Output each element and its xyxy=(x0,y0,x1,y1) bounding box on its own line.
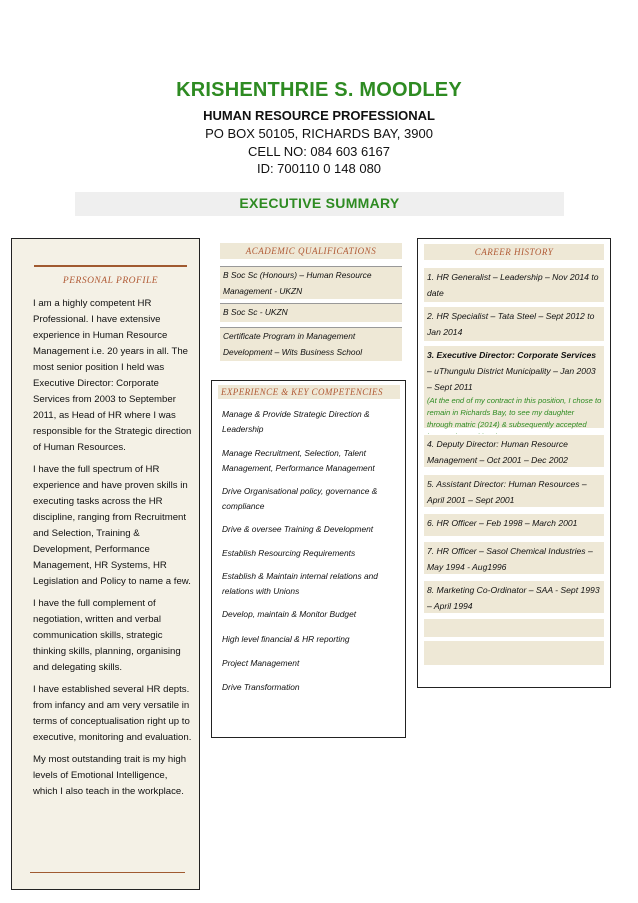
competency-item: Manage Recruitment, Selection, Talent Management, Performance Management xyxy=(222,448,375,473)
candidate-name: KRISHENTHRIE S. MOODLEY xyxy=(176,79,462,101)
academic-item: B Soc Sc (Honours) – Human Resource Management - UKZN xyxy=(220,266,402,299)
competency-item: Manage & Provide Strategic Direction & Leadership xyxy=(222,409,370,434)
career-item: 7. HR Officer – Sasol Chemical Industries – May 1994 - Aug1996 xyxy=(424,541,604,574)
career-item-details: – uThungulu District Municipality – Jan 2003 – Sept 2011 xyxy=(427,366,596,392)
career-title: CAREER HISTORY xyxy=(424,244,604,260)
competency-item: Develop, maintain & Monitor Budget xyxy=(222,609,357,619)
competency-item: Establish & Maintain internal relations and relations with Unions xyxy=(222,571,378,596)
profile-paragraph: I have established several HR depts. from infancy and am very versatile in terms of conceptualisation right up to executive, monitoring and evaluation. xyxy=(33,684,192,743)
career-item: 8. Marketing Co-Ordinator – SAA - Sept 1993 – April 1994 xyxy=(424,580,604,613)
career-empty-row xyxy=(424,618,604,637)
profile-paragraph: I have the full spectrum of HR experience and have proven skills in executing tasks across the HR discipline, ranging from Recruitment and Selection, Training & Development, Performance Management, HR Systems, HR Legislation and Policy to name a few. xyxy=(33,464,191,587)
id-number: ID: 700110 0 148 080 xyxy=(256,161,382,176)
section-title: EXECUTIVE SUMMARY xyxy=(239,195,400,211)
cell-number: CELL NO: 084 603 6167 xyxy=(248,144,390,159)
academic-item: Certificate Program in Management Development – Wits Business School xyxy=(220,327,402,361)
profile-divider-top xyxy=(34,265,187,267)
competency-item: Drive Organisational policy, governance & compliance xyxy=(222,486,378,511)
career-item-role: 3. Executive Director: Corporate Services xyxy=(427,350,597,360)
profile-divider-bottom xyxy=(30,872,185,873)
career-item-note: (At the end of my contract in this position, I chose to remain in Richards Bay, to see my daughter through matric (2014) & subsequently accepted xyxy=(427,396,602,429)
competency-item: Drive Transformation xyxy=(222,682,300,692)
profile-paragraph: I have the full complement of negotiation, written and verbal communication skills, strategic thinking skills, planning, organising and delegating skills. xyxy=(33,598,181,673)
competency-item: Drive & oversee Training & Development xyxy=(222,524,374,534)
career-item: 4. Deputy Director: Human Resource Management – Oct 2001 – Dec 2002 xyxy=(424,434,604,467)
profile-title: PERSONAL PROFILE xyxy=(62,276,159,286)
profile-paragraph: My most outstanding trait is my high levels of Emotional Intelligence, which I also teach in the workplace. xyxy=(33,754,187,797)
profile-text xyxy=(33,296,193,806)
competency-item: Project Management xyxy=(222,658,300,668)
experience-title: EXPERIENCE & KEY COMPETENCIES xyxy=(218,385,400,399)
career-empty-row xyxy=(424,640,604,665)
profile-paragraph: I am a highly competent HR Professional. I have extensive experience in Human Resource Management i.e. 20 years in all. The most senior position I held was Executive Director: Corporate Services from 2003 to September 2011, as Head of HR where I was responsible for the Strategic direction of Human Resources. xyxy=(33,298,192,453)
academic-title: ACADEMIC QUALIFICATIONS xyxy=(220,243,402,259)
competency-item: High level financial & HR reporting xyxy=(222,634,350,644)
candidate-role: HUMAN RESOURCE PROFESSIONAL xyxy=(203,108,435,123)
career-item xyxy=(424,345,604,428)
academic-item: B Soc Sc - UKZN xyxy=(220,303,402,322)
competency-item: Establish Resourcing Requirements xyxy=(222,548,356,558)
career-item: 1. HR Generalist – Leadership – Nov 2014 to date xyxy=(424,267,604,302)
postal-address: PO BOX 50105, RICHARDS BAY, 3900 xyxy=(205,126,433,141)
career-item: 2. HR Specialist – Tata Steel – Sept 2012 to Jan 2014 xyxy=(424,306,604,341)
career-item: 5. Assistant Director: Human Resources – April 2001 – Sept 2001 xyxy=(424,474,604,507)
career-item: 6. HR Officer – Feb 1998 – March 2001 xyxy=(424,513,604,536)
